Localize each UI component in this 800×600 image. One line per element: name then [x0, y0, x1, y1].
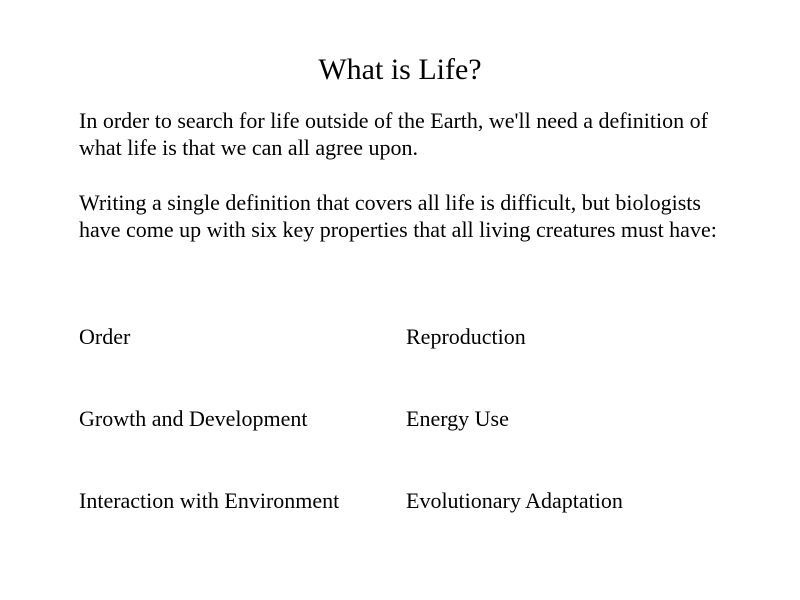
- intro-paragraph: In order to search for life outside of the Earth, we'll need a definition of what life is that we can all agree upon.: [79, 108, 708, 160]
- property-reproduction: Reproduction: [406, 324, 526, 349]
- property-interaction-with-environment: Interaction with Environment: [79, 488, 340, 513]
- property-evolutionary-adaptation: Evolutionary Adaptation: [406, 488, 623, 513]
- property-order: Order: [79, 324, 131, 349]
- definition-paragraph: Writing a single definition that covers all life is difficult, but biologists have come up with six key properties that all living creatures must have:: [79, 190, 717, 242]
- property-energy-use: Energy Use: [406, 406, 509, 431]
- property-growth-and-development: Growth and Development: [79, 406, 308, 431]
- slide-title: What is Life?: [318, 53, 482, 86]
